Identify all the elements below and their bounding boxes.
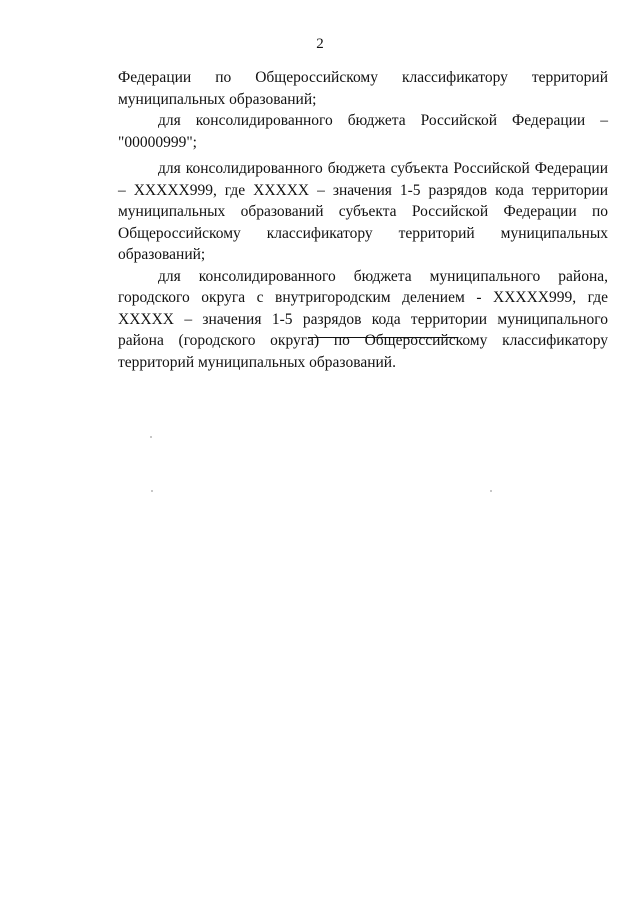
scan-speck — [151, 490, 153, 492]
paragraph-consolidated-municipal-budget: для консолидированного бюджета муниципального района, городского округа с внутригородским делением - XXXXX999, где XXXXX – значения 1-5 разрядов кода территории муниципального района (городского округа) по Общероссийскому классификатору территорий муниципальных образований. — [118, 267, 608, 371]
document-body — [118, 67, 608, 373]
paragraph-continuation: Федерации по Общероссийскому классификатору территорий муниципальных образований; — [118, 69, 608, 108]
paragraph-consolidated-federal-budget: для консолидированного бюджета Российской Федерации – "00000999"; — [118, 112, 608, 151]
end-divider-line — [308, 337, 458, 338]
scan-speck — [490, 490, 492, 492]
paragraph-consolidated-subject-budget: для консолидированного бюджета субъекта Российской Федерации – XXXXX999, где XXXXX – значения 1-5 разрядов кода территории муниципальных образований субъекта Российской Федерации по Общероссийскому классификатору территорий муниципальных образований; — [118, 160, 608, 263]
scan-speck — [150, 436, 152, 438]
page-number: 2 — [316, 36, 324, 52]
